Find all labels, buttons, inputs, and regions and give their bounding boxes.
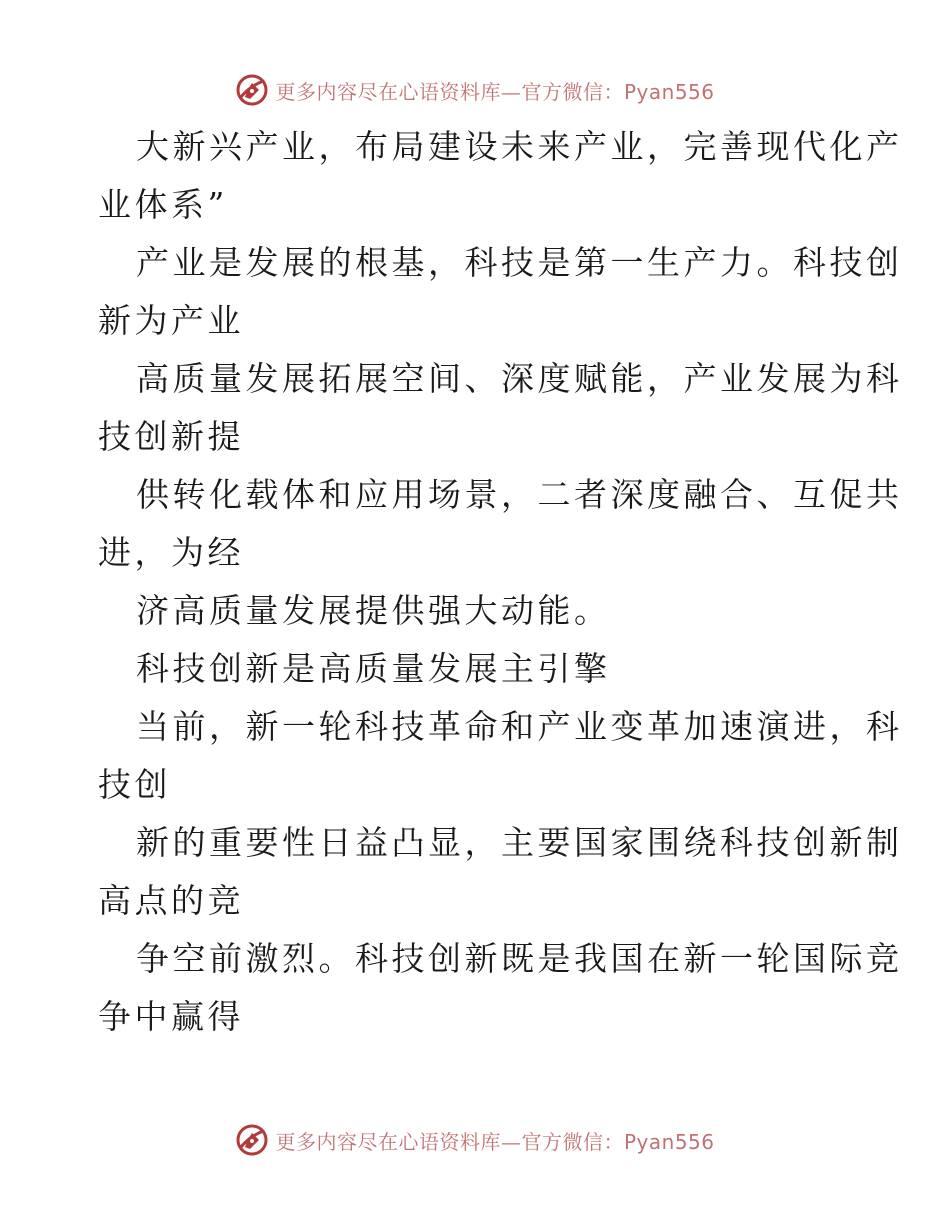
footer-banner bbox=[0, 1120, 950, 1160]
pen-seal-icon bbox=[235, 73, 269, 107]
header-wechat-id: Pyan556 bbox=[623, 79, 715, 104]
text-line: 技创新提 bbox=[98, 417, 244, 456]
text-line: 济高质量发展提供强大动能。 bbox=[136, 591, 611, 630]
text-line: 技创 bbox=[98, 765, 171, 804]
text-line: 当前，新一轮科技革命和产业变革加速演进，科 bbox=[136, 707, 903, 746]
text-line: 进，为经 bbox=[98, 533, 244, 572]
header-banner bbox=[0, 70, 950, 110]
text-line: 新为产业 bbox=[98, 301, 244, 340]
text-line: 高质量发展拓展空间、深度赋能，产业发展为科 bbox=[136, 359, 903, 398]
text-line: 大新兴产业，布局建设未来产业，完善现代化产 bbox=[136, 127, 903, 166]
text-line: 产业是发展的根基，科技是第一生产力。科技创 bbox=[136, 243, 903, 282]
header-banner-text: 更多内容尽在心语资料库—官方微信：Pyan556 bbox=[275, 79, 715, 104]
document-body bbox=[98, 118, 903, 1046]
text-line: 争空前激烈。科技创新既是我国在新一轮国际竞 bbox=[136, 939, 903, 978]
text-line: 业体系” bbox=[98, 185, 228, 224]
text-line: 争中赢得 bbox=[98, 997, 244, 1036]
footer-banner-text: 更多内容尽在心语资料库—官方微信：Pyan556 bbox=[275, 1129, 715, 1154]
text-line: 供转化载体和应用场景，二者深度融合、互促共 bbox=[136, 475, 903, 514]
pen-seal-icon bbox=[235, 1123, 269, 1157]
text-line: 新的重要性日益凸显，主要国家围绕科技创新制 bbox=[136, 823, 903, 862]
section-heading: 科技创新是高质量发展主引擎 bbox=[136, 649, 611, 688]
footer-wechat-id: Pyan556 bbox=[623, 1129, 715, 1154]
text-line: 高点的竞 bbox=[98, 881, 244, 920]
